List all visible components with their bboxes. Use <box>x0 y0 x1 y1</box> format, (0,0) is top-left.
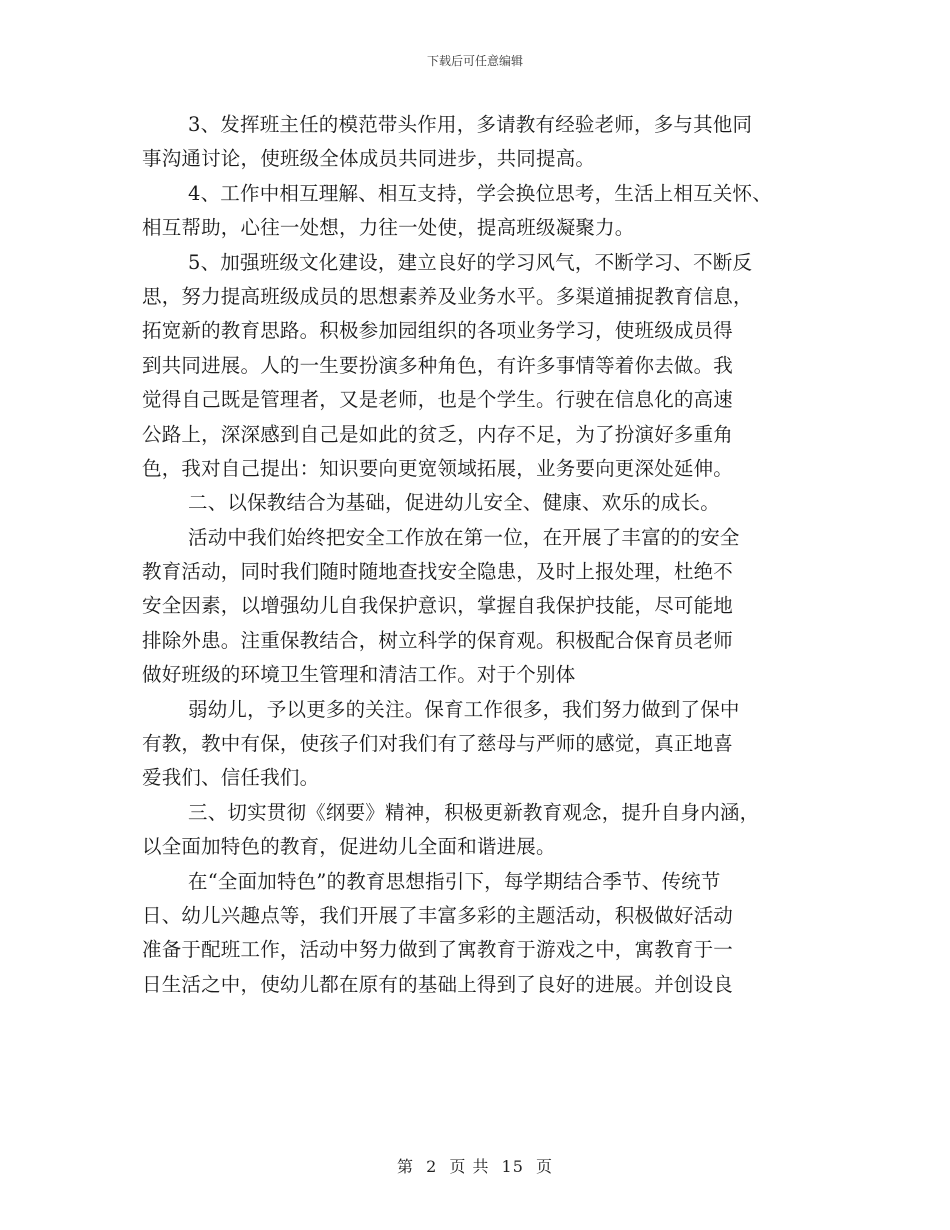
text-line: 相互帮助，心往一处想，力往一处使，提高班级凝聚力。 <box>142 216 635 240</box>
text-line: 以全面加特色的教育，促进幼儿全面和谐进展。 <box>142 835 556 859</box>
footer-prefix: 第 <box>396 1157 414 1176</box>
footer-middle: 页 共 <box>449 1157 490 1176</box>
text-line: 拓宽新的教育思路。积极参加园组织的各项业务学习，使班级成员得 <box>142 319 734 343</box>
text-line: 色，我对自己提出：知识要向更宽领域拓展，业务要向更深处延伸。 <box>142 456 734 480</box>
text-line: 三、切实贯彻《纲要》精神，积极更新教育观念，提升自身内涵， <box>188 800 760 824</box>
text-line: 思，努力提高班级成员的思想素养及业务水平。多渠道捕捉教育信息， <box>142 284 753 308</box>
text-line: 在“全面加特色”的教育思想指引下，每学期结合季节、传统节 <box>188 869 721 893</box>
footer-suffix: 页 <box>536 1157 554 1176</box>
page-header-note: 下载后可任意编辑 <box>426 54 523 68</box>
text-line: 到共同进展。人的一生要扮演多种角色，有许多事情等着你去做。我 <box>142 353 734 377</box>
document-body <box>142 108 802 1002</box>
text-line: 活动中我们始终把安全工作放在第一位，在开展了丰富的的安全 <box>188 525 740 549</box>
text-line: 有教，教中有保，使孩子们对我们有了慈母与严师的感觉，真正地喜 <box>142 732 734 756</box>
text-line: 安全因素，以增强幼儿自我保护意识，掌握自我保护技能，尽可能地 <box>142 594 734 618</box>
text-line: 觉得自己既是管理者，又是老师，也是个学生。行驶在信息化的高速 <box>142 388 734 412</box>
text-line: 准备于配班工作，活动中努力做到了寓教育于游戏之中，寓教育于一 <box>142 938 734 962</box>
text-line: 爱我们、信任我们。 <box>142 766 320 790</box>
text-line: 日生活之中，使幼儿都在原有的基础上得到了良好的进展。并创设良 <box>142 972 734 996</box>
page-footer <box>0 1154 950 1177</box>
text-line: 公路上，深深感到自己是如此的贫乏，内存不足，为了扮演好多重角 <box>142 422 734 446</box>
text-line: 3、发挥班主任的模范带头作用，多请教有经验老师，多与其他同 <box>188 113 753 136</box>
text-line: 事沟通讨论，使班级全体成员共同进步，共同提高。 <box>142 147 596 171</box>
text-line: 5、加强班级文化建设，建立良好的学习风气，不断学习、不断反 <box>188 250 753 274</box>
text-line: 4、工作中相互理解、相互支持，学会换位思考，生活上相互关怀、 <box>188 181 772 205</box>
text-line: 排除外患。注重保教结合，树立科学的保育观。积极配合保育员老师 <box>142 628 734 652</box>
text-line: 日、幼儿兴趣点等，我们开展了丰富多彩的主题活动，积极做好活动 <box>142 903 734 927</box>
footer-current-page: 2 <box>426 1157 438 1176</box>
text-line: 二、以保教结合为基础，促进幼儿安全、健康、欢乐的成长。 <box>188 491 720 515</box>
text-line: 教育活动，同时我们随时随地查找安全隐患，及时上报处理，杜绝不 <box>142 560 734 584</box>
text-line: 弱幼儿，予以更多的关注。保育工作很多，我们努力做到了保中 <box>188 697 740 721</box>
footer-total-pages: 15 <box>501 1157 524 1176</box>
text-line: 做好班级的环境卫生管理和清洁工作。对于个别体 <box>142 663 576 687</box>
